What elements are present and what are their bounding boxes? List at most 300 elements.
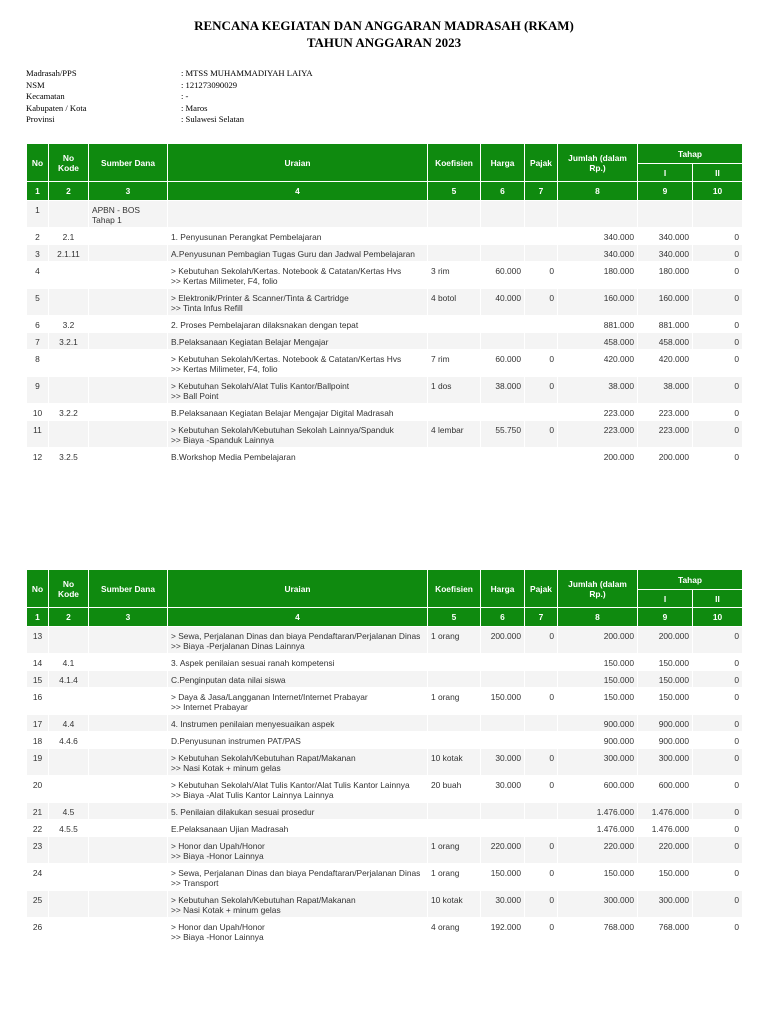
cell-harga <box>481 316 525 333</box>
cell-pajak: 0 <box>525 421 558 448</box>
table-row <box>27 820 743 837</box>
cell-jumlah: 900.000 <box>558 732 638 749</box>
cell-no: 2 <box>27 228 49 245</box>
cell-harga: 38.000 <box>481 377 525 404</box>
info-value: : MTSS MUHAMMADIYAH LAIYA <box>181 68 313 78</box>
cell-koefisien: 4 botol <box>428 289 481 316</box>
cell-tahap-1: 150.000 <box>638 654 693 671</box>
cell-tahap-1: 881.000 <box>638 316 693 333</box>
header-harga: Harga <box>481 144 525 182</box>
cell-kode: 4.5 <box>49 803 89 820</box>
cell-tahap-2: 0 <box>693 448 743 465</box>
cell-tahap-2: 0 <box>693 864 743 891</box>
cell-jumlah <box>558 201 638 228</box>
cell-koefisien <box>428 404 481 421</box>
cell-jumlah: 300.000 <box>558 749 638 776</box>
cell-kode: 3.2 <box>49 316 89 333</box>
cell-sumber-dana: APBN - BOS Tahap 1 <box>89 201 168 228</box>
header-no: No <box>27 570 49 608</box>
cell-tahap-2: 0 <box>693 421 743 448</box>
cell-tahap-2: 0 <box>693 262 743 289</box>
cell-uraian: > Kebutuhan Sekolah/Alat Tulis Kantor/Alat Tulis Kantor Lainnya >> Biaya -Alat Tulis Kantor Lainnya Lainnya <box>168 776 428 803</box>
cell-koefisien <box>428 228 481 245</box>
cell-pajak <box>525 333 558 350</box>
cell-kode <box>49 749 89 776</box>
header-index: 4 <box>168 608 428 627</box>
cell-pajak: 0 <box>525 289 558 316</box>
cell-harga <box>481 803 525 820</box>
header-index: 8 <box>558 182 638 201</box>
cell-jumlah: 600.000 <box>558 776 638 803</box>
cell-harga: 30.000 <box>481 749 525 776</box>
cell-sumber-dana <box>89 421 168 448</box>
header-index: 9 <box>638 182 693 201</box>
cell-koefisien: 10 kotak <box>428 891 481 918</box>
info-label: Madrasah/PPS <box>26 68 77 78</box>
cell-jumlah: 420.000 <box>558 350 638 377</box>
cell-uraian: > Kebutuhan Sekolah/Kebutuhan Rapat/Makanan >> Nasi Kotak + minum gelas <box>168 749 428 776</box>
cell-uraian: > Kebutuhan Sekolah/Kebutuhan Rapat/Makanan >> Nasi Kotak + minum gelas <box>168 891 428 918</box>
header-index: 3 <box>89 182 168 201</box>
header-harga: Harga <box>481 570 525 608</box>
table-row <box>27 245 743 262</box>
cell-harga: 30.000 <box>481 776 525 803</box>
cell-tahap-2: 0 <box>693 918 743 945</box>
table-row <box>27 228 743 245</box>
cell-harga: 40.000 <box>481 289 525 316</box>
cell-sumber-dana <box>89 262 168 289</box>
cell-harga <box>481 228 525 245</box>
cell-sumber-dana <box>89 837 168 864</box>
info-value: : Sulawesi Selatan <box>181 114 245 124</box>
cell-harga <box>481 245 525 262</box>
table-row <box>27 262 743 289</box>
cell-koefisien: 1 orang <box>428 688 481 715</box>
table-row <box>27 715 743 732</box>
cell-sumber-dana <box>89 228 168 245</box>
cell-sumber-dana <box>89 654 168 671</box>
cell-koefisien: 3 rim <box>428 262 481 289</box>
cell-jumlah: 200.000 <box>558 627 638 654</box>
cell-koefisien <box>428 654 481 671</box>
cell-pajak: 0 <box>525 688 558 715</box>
info-label: Kabupaten / Kota <box>26 102 87 113</box>
cell-sumber-dana <box>89 732 168 749</box>
cell-no: 13 <box>27 627 49 654</box>
cell-koefisien: 1 orang <box>428 864 481 891</box>
cell-koefisien: 1 orang <box>428 627 481 654</box>
cell-pajak <box>525 820 558 837</box>
table-row <box>27 671 743 688</box>
cell-kode <box>49 201 89 228</box>
cell-tahap-2: 0 <box>693 245 743 262</box>
cell-sumber-dana <box>89 316 168 333</box>
cell-tahap-2 <box>693 201 743 228</box>
cell-pajak <box>525 228 558 245</box>
cell-harga: 150.000 <box>481 864 525 891</box>
cell-tahap-1: 300.000 <box>638 749 693 776</box>
cell-kode <box>49 421 89 448</box>
cell-pajak: 0 <box>525 262 558 289</box>
cell-no: 18 <box>27 732 49 749</box>
cell-tahap-1: 150.000 <box>638 864 693 891</box>
cell-tahap-1: 768.000 <box>638 918 693 945</box>
cell-harga: 192.000 <box>481 918 525 945</box>
header-uraian: Uraian <box>168 144 428 182</box>
cell-no: 8 <box>27 350 49 377</box>
cell-sumber-dana <box>89 864 168 891</box>
cell-no: 20 <box>27 776 49 803</box>
cell-pajak <box>525 671 558 688</box>
cell-jumlah: 38.000 <box>558 377 638 404</box>
cell-tahap-2: 0 <box>693 749 743 776</box>
cell-uraian: 1. Penyusunan Perangkat Pembelajaran <box>168 228 428 245</box>
cell-tahap-2: 0 <box>693 688 743 715</box>
header-tahap: Tahap <box>638 144 743 164</box>
table-row <box>27 350 743 377</box>
cell-harga: 200.000 <box>481 627 525 654</box>
header-index: 8 <box>558 608 638 627</box>
cell-kode: 4.4.6 <box>49 732 89 749</box>
cell-kode <box>49 377 89 404</box>
header-jumlah: Jumlah (dalam Rp.) <box>558 144 638 182</box>
cell-koefisien <box>428 333 481 350</box>
header-tahap-1: I <box>638 590 693 608</box>
cell-pajak: 0 <box>525 891 558 918</box>
table-row <box>27 201 743 228</box>
cell-tahap-1: 900.000 <box>638 715 693 732</box>
info-value: : 121273090029 <box>181 79 238 90</box>
table-row <box>27 864 743 891</box>
header-index: 6 <box>481 182 525 201</box>
cell-pajak: 0 <box>525 837 558 864</box>
cell-sumber-dana <box>89 377 168 404</box>
cell-sumber-dana <box>89 749 168 776</box>
cell-sumber-dana <box>89 627 168 654</box>
table-row <box>27 918 743 945</box>
table-row <box>27 749 743 776</box>
cell-uraian: > Kebutuhan Sekolah/Kebutuhan Sekolah Lainnya/Spanduk >> Biaya -Spanduk Lainnya <box>168 421 428 448</box>
cell-koefisien: 1 dos <box>428 377 481 404</box>
cell-no: 10 <box>27 404 49 421</box>
cell-tahap-1: 200.000 <box>638 627 693 654</box>
header-index: 1 <box>27 182 49 201</box>
cell-pajak: 0 <box>525 918 558 945</box>
cell-tahap-2: 0 <box>693 776 743 803</box>
cell-harga <box>481 715 525 732</box>
cell-tahap-1: 150.000 <box>638 688 693 715</box>
cell-sumber-dana <box>89 671 168 688</box>
cell-no: 15 <box>27 671 49 688</box>
cell-harga <box>481 732 525 749</box>
cell-harga <box>481 448 525 465</box>
header-jumlah: Jumlah (dalam Rp.) <box>558 570 638 608</box>
cell-no: 5 <box>27 289 49 316</box>
cell-koefisien: 20 buah <box>428 776 481 803</box>
cell-uraian: > Sewa, Perjalanan Dinas dan biaya Pendaftaran/Perjalanan Dinas >> Transport <box>168 864 428 891</box>
table-row <box>27 316 743 333</box>
table-row <box>27 654 743 671</box>
cell-uraian: > Sewa, Perjalanan Dinas dan biaya Pendaftaran/Perjalanan Dinas >> Biaya -Perjalanan Dinas Lainnya <box>168 627 428 654</box>
header-tahap-2: II <box>693 164 743 182</box>
info-row <box>26 80 313 92</box>
cell-jumlah: 223.000 <box>558 404 638 421</box>
cell-pajak <box>525 803 558 820</box>
header-index: 6 <box>481 608 525 627</box>
cell-sumber-dana <box>89 245 168 262</box>
cell-kode: 4.4 <box>49 715 89 732</box>
table-row <box>27 377 743 404</box>
cell-jumlah: 223.000 <box>558 421 638 448</box>
cell-uraian: 2. Proses Pembelajaran dilaksnakan dengan tepat <box>168 316 428 333</box>
cell-jumlah: 900.000 <box>558 715 638 732</box>
cell-sumber-dana <box>89 404 168 421</box>
cell-pajak <box>525 732 558 749</box>
cell-uraian: > Honor dan Upah/Honor >> Biaya -Honor Lainnya <box>168 918 428 945</box>
cell-pajak <box>525 715 558 732</box>
cell-harga <box>481 333 525 350</box>
cell-tahap-1: 300.000 <box>638 891 693 918</box>
info-label: Kecamatan <box>26 91 65 101</box>
cell-tahap-1: 200.000 <box>638 448 693 465</box>
cell-uraian: B.Pelaksanaan Kegiatan Belajar Mengajar <box>168 333 428 350</box>
cell-kode <box>49 688 89 715</box>
header-koefisien: Koefisien <box>428 570 481 608</box>
cell-tahap-1: 1.476.000 <box>638 803 693 820</box>
cell-tahap-2: 0 <box>693 350 743 377</box>
cell-tahap-2: 0 <box>693 732 743 749</box>
header-index: 10 <box>693 608 743 627</box>
info-row <box>26 103 313 115</box>
cell-tahap-2: 0 <box>693 316 743 333</box>
cell-kode <box>49 837 89 864</box>
cell-sumber-dana <box>89 448 168 465</box>
cell-uraian: 3. Aspek penilaian sesuai ranah kompetensi <box>168 654 428 671</box>
cell-kode <box>49 891 89 918</box>
header-tahap-1: I <box>638 164 693 182</box>
header-index: 5 <box>428 182 481 201</box>
cell-tahap-1: 340.000 <box>638 245 693 262</box>
cell-tahap-2: 0 <box>693 654 743 671</box>
cell-sumber-dana <box>89 820 168 837</box>
rkam-table-2 <box>26 569 743 945</box>
cell-uraian: D.Penyusunan instrumen PAT/PAS <box>168 732 428 749</box>
cell-harga: 55.750 <box>481 421 525 448</box>
cell-pajak: 0 <box>525 377 558 404</box>
cell-koefisien <box>428 732 481 749</box>
info-row <box>26 91 313 103</box>
header-tahap-2: II <box>693 590 743 608</box>
header-index: 2 <box>49 182 89 201</box>
rkam-table-1 <box>26 143 743 465</box>
info-label: NSM <box>26 79 45 90</box>
cell-no: 7 <box>27 333 49 350</box>
cell-sumber-dana <box>89 891 168 918</box>
cell-no: 9 <box>27 377 49 404</box>
cell-tahap-1: 420.000 <box>638 350 693 377</box>
cell-pajak: 0 <box>525 776 558 803</box>
cell-koefisien: 10 kotak <box>428 749 481 776</box>
header-index: 7 <box>525 182 558 201</box>
cell-jumlah: 458.000 <box>558 333 638 350</box>
cell-sumber-dana <box>89 715 168 732</box>
header-koefisien: Koefisien <box>428 144 481 182</box>
cell-jumlah: 160.000 <box>558 289 638 316</box>
cell-harga: 150.000 <box>481 688 525 715</box>
cell-kode: 3.2.2 <box>49 404 89 421</box>
cell-tahap-1: 900.000 <box>638 732 693 749</box>
cell-koefisien: 4 lembar <box>428 421 481 448</box>
cell-koefisien: 4 orang <box>428 918 481 945</box>
table-row <box>27 803 743 820</box>
cell-tahap-1: 160.000 <box>638 289 693 316</box>
header-uraian: Uraian <box>168 570 428 608</box>
cell-koefisien: 1 orang <box>428 837 481 864</box>
cell-kode <box>49 350 89 377</box>
cell-koefisien: 7 rim <box>428 350 481 377</box>
cell-pajak <box>525 404 558 421</box>
info-label: Provinsi <box>26 114 55 124</box>
cell-tahap-2: 0 <box>693 228 743 245</box>
cell-tahap-1: 600.000 <box>638 776 693 803</box>
info-value: : - <box>181 91 189 101</box>
cell-kode <box>49 262 89 289</box>
cell-tahap-1: 223.000 <box>638 404 693 421</box>
cell-tahap-1: 1.476.000 <box>638 820 693 837</box>
cell-harga <box>481 201 525 228</box>
cell-koefisien <box>428 803 481 820</box>
cell-jumlah: 340.000 <box>558 228 638 245</box>
cell-pajak: 0 <box>525 864 558 891</box>
cell-uraian: > Honor dan Upah/Honor >> Biaya -Honor Lainnya <box>168 837 428 864</box>
cell-jumlah: 340.000 <box>558 245 638 262</box>
cell-jumlah: 200.000 <box>558 448 638 465</box>
cell-uraian: B.Pelaksanaan Kegiatan Belajar Mengajar Digital Madrasah <box>168 404 428 421</box>
cell-no: 14 <box>27 654 49 671</box>
header-index: 2 <box>49 608 89 627</box>
cell-uraian: E.Pelaksanaan Ujian Madrasah <box>168 820 428 837</box>
table-row <box>27 732 743 749</box>
header-index: 1 <box>27 608 49 627</box>
header-tahap: Tahap <box>638 570 743 590</box>
cell-no: 16 <box>27 688 49 715</box>
cell-no: 6 <box>27 316 49 333</box>
cell-uraian: A.Penyusunan Pembagian Tugas Guru dan Jadwal Pembelajaran <box>168 245 428 262</box>
cell-harga <box>481 404 525 421</box>
cell-no: 22 <box>27 820 49 837</box>
cell-pajak: 0 <box>525 350 558 377</box>
cell-tahap-2: 0 <box>693 404 743 421</box>
cell-no: 19 <box>27 749 49 776</box>
cell-no: 4 <box>27 262 49 289</box>
cell-pajak: 0 <box>525 627 558 654</box>
header-no: No <box>27 144 49 182</box>
cell-pajak <box>525 448 558 465</box>
table-row <box>27 448 743 465</box>
cell-jumlah: 150.000 <box>558 671 638 688</box>
cell-tahap-2: 0 <box>693 627 743 654</box>
header-pajak: Pajak <box>525 144 558 182</box>
cell-koefisien <box>428 820 481 837</box>
table-row <box>27 837 743 864</box>
cell-uraian: 5. Penilaian dilakukan sesuai prosedur <box>168 803 428 820</box>
cell-harga: 220.000 <box>481 837 525 864</box>
info-row <box>26 114 313 126</box>
cell-uraian: > Elektronik/Printer & Scanner/Tinta & Cartridge >> Tinta Infus Refill <box>168 289 428 316</box>
cell-kode: 4.1.4 <box>49 671 89 688</box>
cell-koefisien <box>428 316 481 333</box>
cell-koefisien <box>428 201 481 228</box>
info-row <box>26 68 313 80</box>
cell-uraian <box>168 201 428 228</box>
cell-koefisien <box>428 715 481 732</box>
table-row <box>27 627 743 654</box>
cell-jumlah: 1.476.000 <box>558 803 638 820</box>
cell-tahap-1: 340.000 <box>638 228 693 245</box>
cell-tahap-2: 0 <box>693 820 743 837</box>
header-index: 5 <box>428 608 481 627</box>
cell-harga: 30.000 <box>481 891 525 918</box>
cell-no: 23 <box>27 837 49 864</box>
cell-pajak <box>525 201 558 228</box>
cell-jumlah: 881.000 <box>558 316 638 333</box>
cell-kode <box>49 776 89 803</box>
cell-tahap-2: 0 <box>693 837 743 864</box>
cell-kode: 3.2.5 <box>49 448 89 465</box>
cell-jumlah: 150.000 <box>558 688 638 715</box>
cell-sumber-dana <box>89 918 168 945</box>
cell-kode <box>49 627 89 654</box>
header-kode: No Kode <box>49 570 89 608</box>
cell-sumber-dana <box>89 333 168 350</box>
cell-uraian: > Daya & Jasa/Langganan Internet/Internet Prabayar >> Internet Prabayar <box>168 688 428 715</box>
cell-jumlah: 150.000 <box>558 864 638 891</box>
cell-tahap-2: 0 <box>693 891 743 918</box>
cell-jumlah: 220.000 <box>558 837 638 864</box>
school-info <box>26 68 313 126</box>
cell-kode: 2.1.11 <box>49 245 89 262</box>
header-index: 7 <box>525 608 558 627</box>
header-sumber-dana: Sumber Dana <box>89 570 168 608</box>
cell-tahap-2: 0 <box>693 333 743 350</box>
cell-harga <box>481 671 525 688</box>
cell-no: 3 <box>27 245 49 262</box>
cell-no: 17 <box>27 715 49 732</box>
header-index: 3 <box>89 608 168 627</box>
cell-sumber-dana <box>89 289 168 316</box>
cell-uraian: > Kebutuhan Sekolah/Kertas. Notebook & Catatan/Kertas Hvs >> Kertas Milimeter, F4, folio <box>168 262 428 289</box>
cell-sumber-dana <box>89 688 168 715</box>
info-value: : Maros <box>181 102 208 113</box>
cell-tahap-2: 0 <box>693 671 743 688</box>
header-kode: No Kode <box>49 144 89 182</box>
cell-kode: 4.5.5 <box>49 820 89 837</box>
cell-uraian: B.Workshop Media Pembelajaran <box>168 448 428 465</box>
cell-pajak <box>525 245 558 262</box>
cell-kode <box>49 918 89 945</box>
cell-pajak: 0 <box>525 749 558 776</box>
cell-uraian: C.Penginputan data nilai siswa <box>168 671 428 688</box>
header-sumber-dana: Sumber Dana <box>89 144 168 182</box>
cell-kode <box>49 289 89 316</box>
cell-kode: 2.1 <box>49 228 89 245</box>
cell-tahap-1 <box>638 201 693 228</box>
cell-pajak <box>525 654 558 671</box>
table-row <box>27 421 743 448</box>
table-row <box>27 333 743 350</box>
cell-tahap-1: 220.000 <box>638 837 693 864</box>
cell-jumlah: 300.000 <box>558 891 638 918</box>
